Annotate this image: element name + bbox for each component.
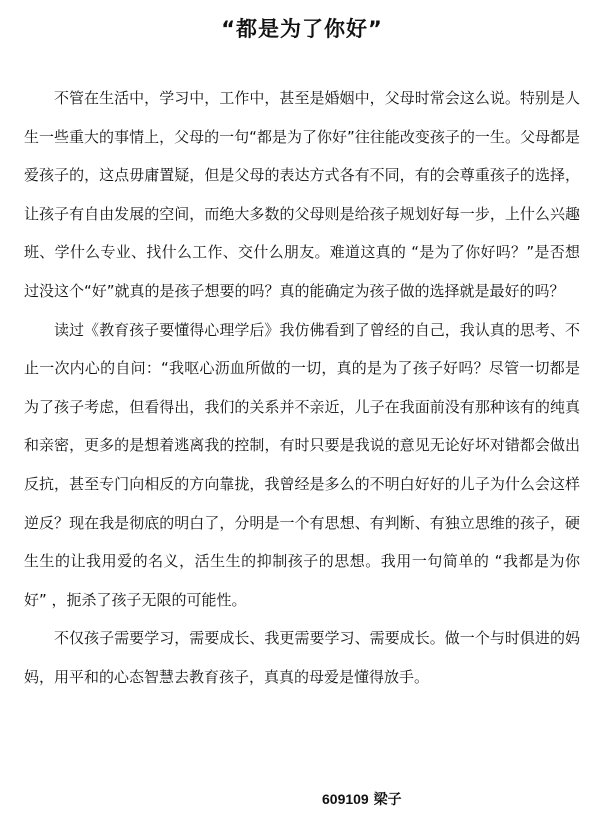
author-id: 609109 (322, 791, 369, 807)
paragraph-1: 不管在生活中，学习中，工作中，甚至是婚姻中，父母时常会这么说。特别是人生一些重大的事情上，父母的一句“都是为了你好”往往能改变孩子的一生。父母都是爱孩子的，这点毋庸置疑，但是父母的表达方式各有不同，有的会尊重孩子的选择，让孩子有自由发展的空间，而绝大多数的父母则是给孩子规划好每一步，上什么兴趣班、学什么专业、找什么工作、交什么朋友。难道这真的 “是为了你好吗？”是否想过没这个“好”就真的是孩子想要的吗？真的能确定为孩子做的选择就是最好的吗？ (24, 89, 580, 300)
paragraph-2: 读过《教育孩子要懂得心理学后》我仿佛看到了曾经的自己，我认真的思考、不止一次内心的自问：“我呕心沥血所做的一切，真的是为了孩子好吗？尽管一切都是为了孩子考虑，但看得出，我们的关系并不亲近，儿子在我面前没有那种该有的纯真和亲密，更多的是想着逃离我的控制，有时只要是我说的意见无论好坏对错都会做出反抗，甚至专门向相反的方向靠拢，我曾经是多么的不明白好好的儿子为什么会这样逆反？现在我是彻底的明白了，分明是一个有思想、有判断、有独立思维的孩子，硬生生的让我用爱的名义，活生生的抑制孩子的思想。我用一句简单的 “我都是为你好” ，扼杀了孩子无限的可能性。 (24, 320, 580, 609)
essay-body (24, 79, 580, 697)
author-signature (322, 787, 402, 812)
author-name: 梁子 (373, 792, 402, 808)
page-title: “都是为了你好” (221, 17, 383, 41)
paragraph-3: 不仅孩子需要学习，需要成长、我更需要学习、需要成长。做一个与时俱进的妈妈，用平和的心态智慧去教育孩子，真真的母爱是懂得放手。 (24, 629, 580, 686)
